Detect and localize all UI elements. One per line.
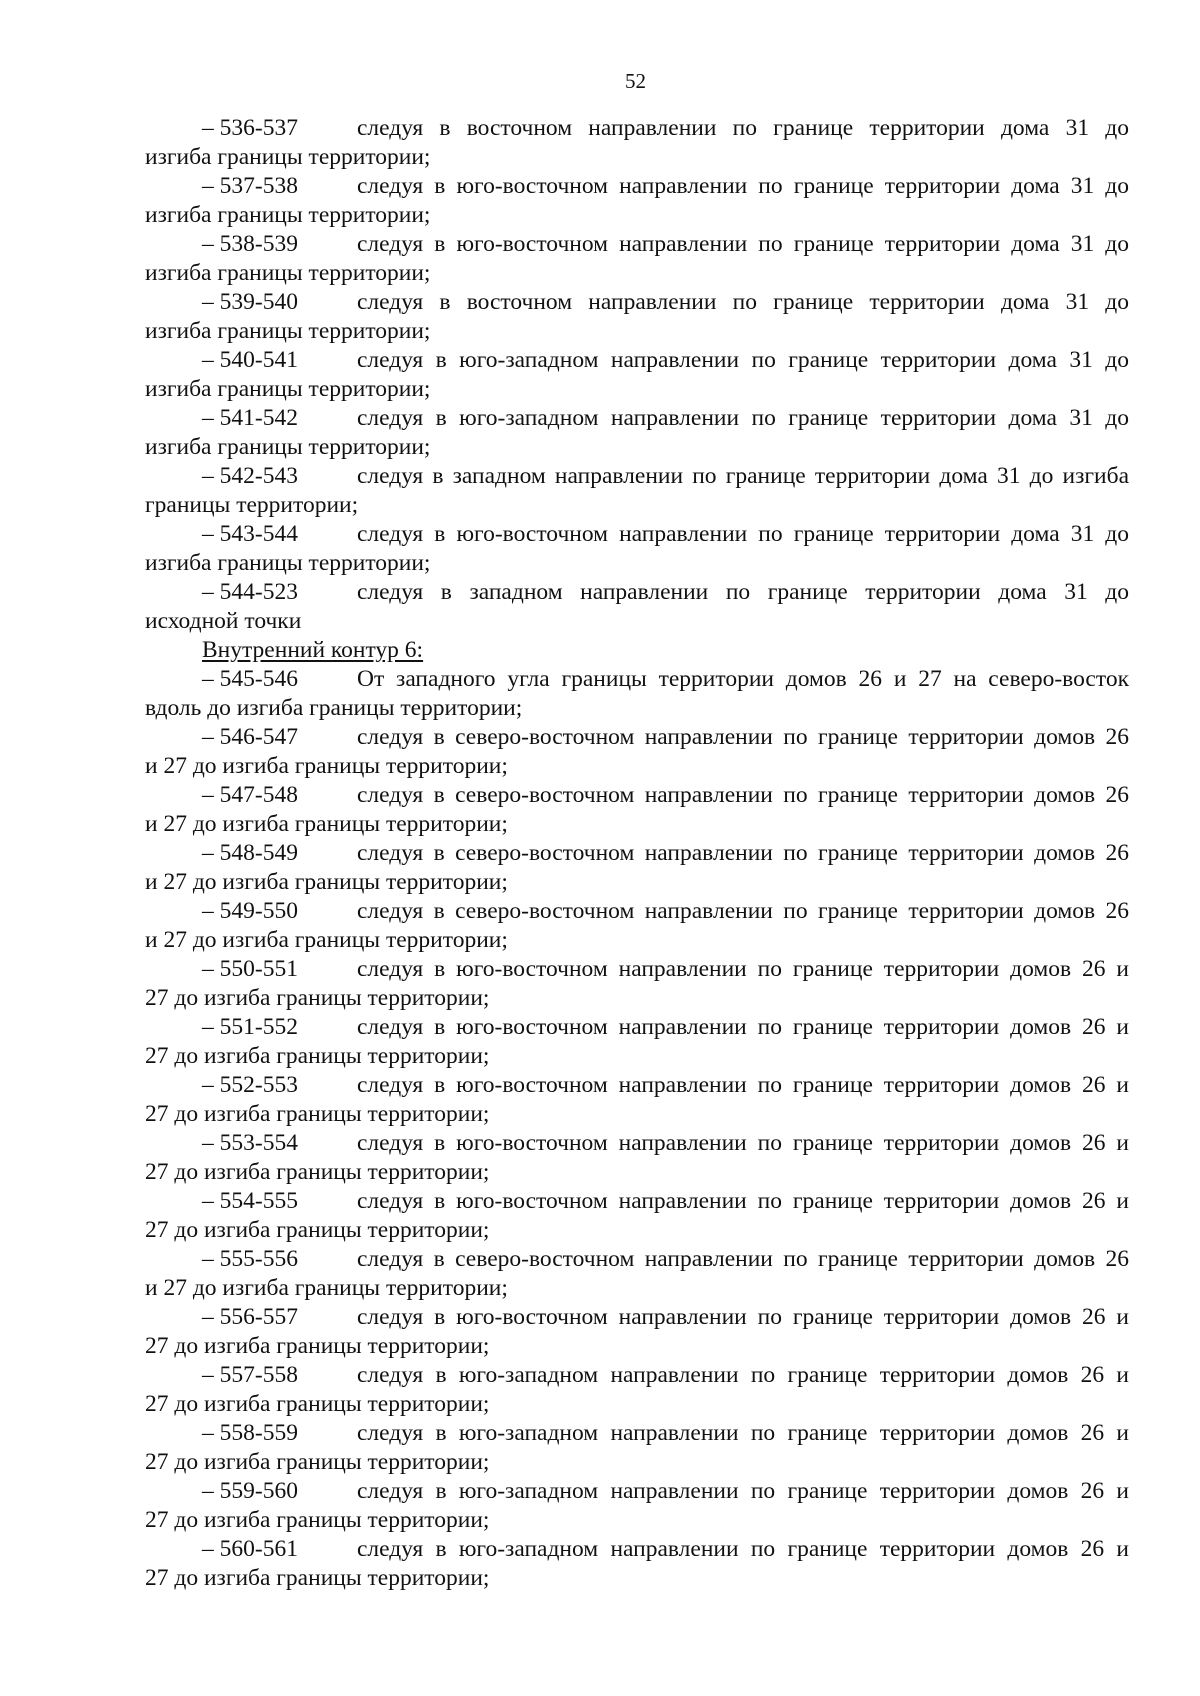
segment-description-continued: изгиба границы территории; — [145, 144, 431, 170]
entry-first-line — [145, 839, 1129, 868]
entry-first-line — [145, 520, 1129, 549]
entry-first-line — [145, 346, 1129, 375]
segment-description-continued: 27 до изгиба границы территории; — [145, 1507, 490, 1533]
segment-description: следуя в северо-восточном направлении по границе территории домов 26 — [357, 782, 1129, 808]
segment-description-continued: изгиба границы территории; — [145, 260, 431, 286]
section-heading: Внутренний контур 6: — [202, 637, 424, 663]
segment-number: – 555-556 — [202, 1246, 298, 1272]
entry-first-line — [145, 578, 1129, 607]
entry-first-line — [145, 1303, 1129, 1332]
boundary-entry — [145, 1361, 1129, 1419]
segment-number: – 551-552 — [202, 1014, 298, 1040]
boundary-entry — [145, 520, 1129, 578]
segment-description-continued: вдоль до изгиба границы территории; — [145, 695, 523, 721]
segment-number: – 557-558 — [202, 1362, 298, 1388]
segment-number: – 542-543 — [202, 463, 298, 489]
boundary-entry — [145, 462, 1129, 520]
boundary-entry — [145, 172, 1129, 230]
boundary-entry — [145, 230, 1129, 288]
segment-description-continued: и 27 до изгиба границы территории; — [145, 811, 508, 837]
boundary-entry — [145, 1535, 1129, 1593]
boundary-entry — [145, 1477, 1129, 1535]
boundary-entry — [145, 1303, 1129, 1361]
segment-number: – 538-539 — [202, 231, 298, 257]
entry-first-line — [145, 1129, 1129, 1158]
segment-description: следуя в западном направлении по границе территории дома 31 до — [357, 579, 1129, 605]
segment-description-continued: 27 до изгиба границы территории; — [145, 1159, 490, 1185]
segment-description-continued: 27 до изгиба границы территории; — [145, 1217, 490, 1243]
segment-description-continued: изгиба границы территории; — [145, 376, 431, 402]
segment-number: – 552-553 — [202, 1072, 298, 1098]
entry-first-line — [145, 462, 1129, 491]
boundary-entry — [145, 1013, 1129, 1071]
segment-description: следуя в юго-западном направлении по границе территории домов 26 и — [357, 1362, 1129, 1388]
segment-description-continued: 27 до изгиба границы территории; — [145, 1449, 490, 1475]
segment-description: следуя в юго-западном направлении по границе территории домов 26 и — [357, 1420, 1129, 1446]
boundary-entry — [145, 1129, 1129, 1187]
segment-description-continued: 27 до изгиба границы территории; — [145, 985, 490, 1011]
segment-description: следуя в юго-западном направлении по границе территории дома 31 до — [357, 405, 1129, 431]
entry-first-line — [145, 1477, 1129, 1506]
segment-description-continued: 27 до изгиба границы территории; — [145, 1333, 490, 1359]
boundary-list-contour-6 — [145, 665, 1129, 1593]
segment-number: – 556-557 — [202, 1304, 298, 1330]
segment-number: – 549-550 — [202, 898, 298, 924]
segment-number: – 548-549 — [202, 840, 298, 866]
segment-description: следуя в северо-восточном направлении по границе территории домов 26 — [357, 724, 1129, 750]
segment-description-continued: границы территории; — [145, 492, 359, 518]
segment-description-continued: изгиба границы территории; — [145, 202, 431, 228]
segment-number: – 539-540 — [202, 289, 298, 315]
boundary-entry — [145, 665, 1129, 723]
segment-number: – 547-548 — [202, 782, 298, 808]
boundary-entry — [145, 781, 1129, 839]
segment-description-continued: и 27 до изгиба границы территории; — [145, 753, 508, 779]
segment-number: – 554-555 — [202, 1188, 298, 1214]
entry-first-line — [145, 665, 1129, 694]
document-body — [145, 114, 1129, 1593]
segment-description: следуя в юго-восточном направлении по границе территории домов 26 и — [357, 1188, 1129, 1214]
segment-description-continued: и 27 до изгиба границы территории; — [145, 927, 508, 953]
segment-description-continued: 27 до изгиба границы территории; — [145, 1565, 490, 1591]
segment-description: следуя в восточном направлении по границе территории дома 31 до — [357, 115, 1129, 141]
segment-description-continued: и 27 до изгиба границы территории; — [145, 1275, 508, 1301]
boundary-entry — [145, 897, 1129, 955]
segment-description-continued: 27 до изгиба границы территории; — [145, 1043, 490, 1069]
boundary-entry — [145, 1245, 1129, 1303]
segment-description: следуя в юго-восточном направлении по границе территории домов 26 и — [357, 1072, 1129, 1098]
segment-description-continued: и 27 до изгиба границы территории; — [145, 869, 508, 895]
segment-description: следуя в северо-восточном направлении по границе территории домов 26 — [357, 1246, 1129, 1272]
segment-description: следуя в юго-восточном направлении по границе территории домов 26 и — [357, 1014, 1129, 1040]
segment-description: От западного угла границы территории домов 26 и 27 на северо-восток — [357, 666, 1129, 692]
segment-description: следуя в юго-западном направлении по границе территории домов 26 и — [357, 1478, 1129, 1504]
segment-description-continued: изгиба границы территории; — [145, 318, 431, 344]
segment-description: следуя в юго-восточном направлении по границе территории дома 31 до — [357, 521, 1129, 547]
segment-number: – 559-560 — [202, 1478, 298, 1504]
segment-description: следуя в юго-восточном направлении по границе территории домов 26 и — [357, 1130, 1129, 1156]
segment-description: следуя в северо-восточном направлении по границе территории домов 26 — [357, 840, 1129, 866]
entry-first-line — [145, 1535, 1129, 1564]
boundary-entry — [145, 404, 1129, 462]
entry-first-line — [145, 955, 1129, 984]
boundary-entry — [145, 839, 1129, 897]
entry-first-line — [145, 1419, 1129, 1448]
segment-number: – 544-523 — [202, 579, 298, 605]
entry-first-line — [145, 1187, 1129, 1216]
segment-number: – 543-544 — [202, 521, 298, 547]
entry-first-line — [145, 897, 1129, 926]
segment-description: следуя в восточном направлении по границе территории дома 31 до — [357, 289, 1129, 315]
entry-first-line — [145, 230, 1129, 259]
entry-first-line — [145, 404, 1129, 433]
entry-first-line — [145, 1245, 1129, 1274]
page-number: 52 — [625, 69, 646, 93]
boundary-entry — [145, 1419, 1129, 1477]
entry-first-line — [145, 723, 1129, 752]
segment-description: следуя в западном направлении по границе территории дома 31 до изгиба — [357, 463, 1129, 489]
segment-number: – 558-559 — [202, 1420, 298, 1446]
entry-first-line — [145, 288, 1129, 317]
entry-first-line — [145, 1013, 1129, 1042]
boundary-entry — [145, 955, 1129, 1013]
segment-description-continued: 27 до изгиба границы территории; — [145, 1391, 490, 1417]
entry-first-line — [145, 781, 1129, 810]
segment-number: – 560-561 — [202, 1536, 298, 1562]
boundary-entry — [145, 1071, 1129, 1129]
segment-number: – 545-546 — [202, 666, 298, 692]
boundary-entry — [145, 346, 1129, 404]
segment-number: – 546-547 — [202, 724, 298, 750]
boundary-entry — [145, 114, 1129, 172]
segment-number: – 537-538 — [202, 173, 298, 199]
segment-number: – 540-541 — [202, 347, 298, 373]
entry-first-line — [145, 172, 1129, 201]
boundary-entry — [145, 723, 1129, 781]
segment-description: следуя в юго-восточном направлении по границе территории домов 26 и — [357, 956, 1129, 982]
segment-description: следуя в юго-восточном направлении по границе территории дома 31 до — [357, 231, 1129, 257]
segment-number: – 553-554 — [202, 1130, 298, 1156]
segment-description: следуя в северо-восточном направлении по границе территории домов 26 — [357, 898, 1129, 924]
segment-number: – 550-551 — [202, 956, 298, 982]
boundary-entry — [145, 578, 1129, 636]
segment-description-continued: изгиба границы территории; — [145, 550, 431, 576]
entry-first-line — [145, 1361, 1129, 1390]
segment-description: следуя в юго-западном направлении по границе территории дома 31 до — [357, 347, 1129, 373]
segment-description-continued: 27 до изгиба границы территории; — [145, 1101, 490, 1127]
segment-description: следуя в юго-восточном направлении по границе территории дома 31 до — [357, 173, 1129, 199]
segment-description: следуя в юго-западном направлении по границе территории домов 26 и — [357, 1536, 1129, 1562]
boundary-entry — [145, 1187, 1129, 1245]
boundary-entry — [145, 288, 1129, 346]
segment-number: – 536-537 — [202, 115, 298, 141]
segment-description: следуя в юго-восточном направлении по границе территории домов 26 и — [357, 1304, 1129, 1330]
entry-first-line — [145, 1071, 1129, 1100]
segment-number: – 541-542 — [202, 405, 298, 431]
segment-description-continued: исходной точки — [145, 608, 302, 634]
segment-description-continued: изгиба границы территории; — [145, 434, 431, 460]
boundary-list-contour-5 — [145, 114, 1129, 636]
entry-first-line — [145, 114, 1129, 143]
